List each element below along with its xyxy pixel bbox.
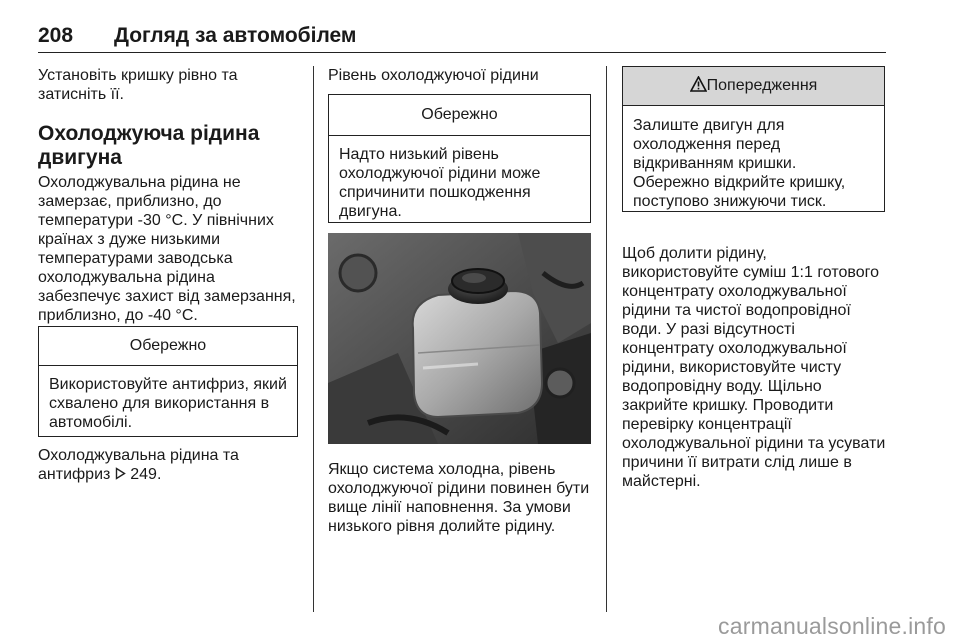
top-up-paragraph: Щоб долити рідину, використовуйте суміш 1:1 готового концентрату охолоджувальної рідини та чистої водопровідної води. У разі відсутності концентрату охолоджувальної рідини, використовуйте чисту водопровідну воду. Щільно закрийте кришку. Проводити перевірку концентрації охолоджувальної рідини та усувати причини її витрати слід лише в майстерні. [622, 245, 886, 490]
page-number: 208 [38, 24, 74, 47]
warning-title: Попередження [706, 77, 818, 94]
section-heading: Охолоджуюча рідина двигуна [38, 122, 260, 169]
warning-box [622, 66, 885, 212]
page-reference-arrow-icon[interactable] [115, 466, 126, 483]
intro-text: Установіть кришку рівно та затисніть її. [38, 67, 238, 103]
page-title: Догляд за автомобілем [114, 24, 357, 47]
coolant-level-text-block [328, 460, 598, 536]
warning-triangle-icon [690, 77, 707, 94]
column-divider [313, 66, 314, 612]
right-column [622, 244, 894, 491]
warning-text: Залиште двигун для охолодження перед відкриванням кришки. Обережно відкрийте кришку, поступово знижуючи тиск. [633, 117, 846, 210]
reference-block [38, 446, 300, 484]
coolant-level-text: Якщо система холодна, рівень охолоджуючої рідини повинен бути вище лінії наповнення. За умови низького рівня долийте рідину. [328, 461, 590, 535]
caution-box [38, 326, 298, 437]
reference-page[interactable]: 249. [130, 466, 162, 483]
caution-title: Обережно [329, 95, 590, 136]
caution-title: Обережно [39, 327, 297, 366]
coolant-paragraph: Охолоджувальна рідина не замерзає, приблизно, до температури -30 °C. У північних країнах з дуже низькими температурами заводська охолоджувальна рідина забезпечує захист від замерзання, приблизно, до -40 °C. [38, 174, 296, 324]
reference-text: Охолоджувальна рідина та антифриз [38, 447, 239, 483]
coolant-reservoir-photo [328, 233, 591, 444]
caution-box [328, 94, 591, 223]
middle-column [328, 66, 594, 85]
page-header [38, 22, 886, 53]
caution-text: Використовуйте антифриз, який схвалено для використання в автомобілі. [49, 376, 287, 431]
left-column [38, 66, 300, 325]
warning-header [623, 67, 884, 106]
column-divider [606, 66, 607, 612]
coolant-level-heading: Рівень охолоджуючої рідини [328, 67, 539, 84]
watermark: carmanualsonline.info [718, 613, 946, 639]
caution-text: Надто низький рівень охолоджуючої рідини може спричинити пошкодження двигуна. [339, 146, 541, 220]
